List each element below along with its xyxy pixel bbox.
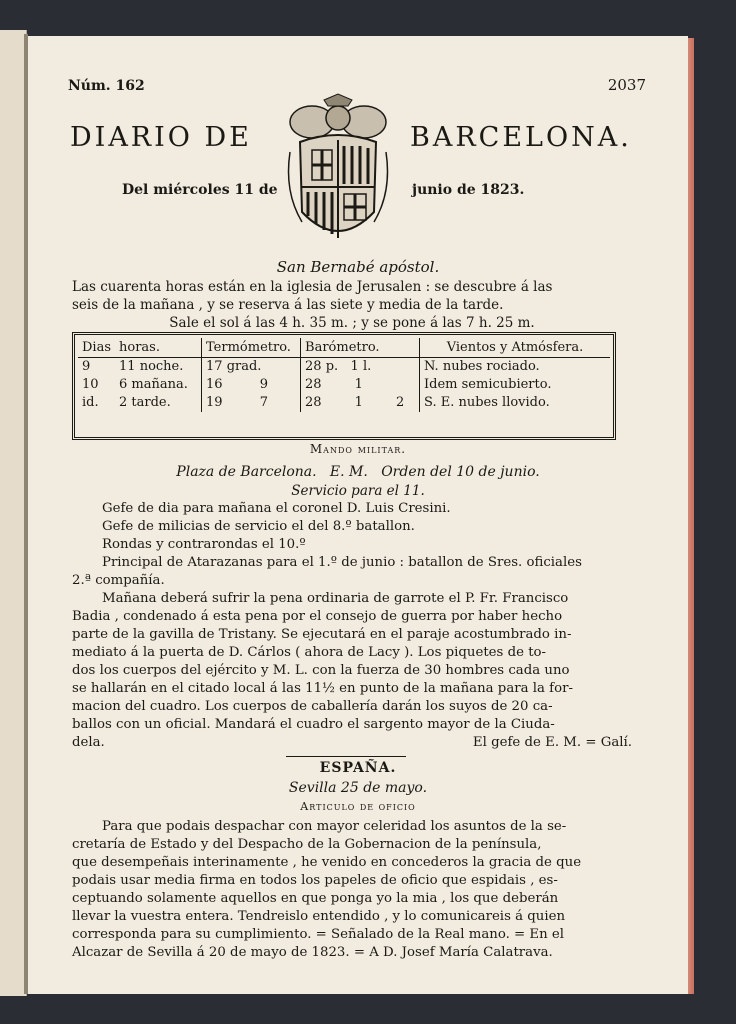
- article-line: podais usar media firma en todos los papeles de oficio que espidais , es-: [72, 873, 558, 888]
- notice-line: seis de la mañana , y se reserva á las siete y media de la tarde.: [72, 297, 504, 313]
- page-number: 2037: [607, 76, 646, 94]
- article-line: Alcazar de Sevilla á 20 de mayo de 1823. = A D. Josef María Calatrava.: [72, 945, 553, 960]
- table-cell: 28 p. 1 l.: [301, 358, 420, 377]
- column-header: Vientos y Atmósfera.: [420, 338, 610, 358]
- article-line: que desempeñais interinamente , he venido en concederos la gracia de que: [72, 855, 582, 870]
- date-left: Del miércoles 11 de: [122, 182, 278, 198]
- signature-line: El gefe de E. M. = Galí.: [472, 735, 632, 750]
- article-line: ceptuando solamente aquellos en que ponga yo la mia , los que deberán: [72, 891, 559, 906]
- section-heading: Mando militar.: [309, 442, 407, 456]
- newspaper-page: [28, 36, 688, 994]
- dateline: Sevilla 25 de mayo.: [288, 780, 428, 796]
- table-cell: id.: [82, 395, 99, 410]
- table-row: [78, 376, 610, 394]
- order-line: Rondas y contrarondas el 10.º: [102, 537, 306, 552]
- order-line: Mañana deberá sufrir la pena ordinaria de garrote el P. Fr. Francisco: [102, 591, 569, 606]
- divider: [286, 756, 406, 757]
- article-line: Para que podais despachar con mayor celeridad los asuntos de la se-: [102, 819, 567, 834]
- table-cell: 11 noche.: [119, 359, 184, 374]
- column-header: Barómetro.: [301, 338, 420, 358]
- table-cell: 2 tarde.: [119, 395, 171, 410]
- table-cell: 16 9: [202, 376, 301, 394]
- weather-table: [72, 332, 616, 440]
- article-heading: Articulo de oficio: [300, 800, 416, 813]
- order-line: Badia , condenado á esta pena por el consejo de guerra por haber hecho: [72, 609, 563, 624]
- date-right: junio de 1823.: [412, 182, 525, 198]
- masthead-right: BARCELONA.: [410, 122, 632, 153]
- issue-number: Núm. 162: [68, 78, 145, 94]
- order-line: 2.ª compañía.: [72, 573, 165, 588]
- table-cell: S. E. nubes llovido.: [420, 394, 610, 412]
- table-cell: 19 7: [202, 394, 301, 412]
- table-header-row: [78, 338, 610, 358]
- order-line: mediato á la puerta de D. Cárlos ( ahora de Lacy ). Los piquetes de to-: [72, 645, 547, 660]
- section-heading: ESPAÑA.: [319, 760, 397, 776]
- previous-page-edge: [0, 30, 27, 996]
- article-line: corresponda para su cumplimiento. = Señalado de la Real mano. = En el: [72, 927, 565, 942]
- order-line: Gefe de milicias de servicio el del 8.º batallon.: [102, 519, 415, 534]
- article-line: cretaría de Estado y del Despacho de la Gobernacion de la península,: [72, 837, 542, 852]
- order-line: macion del cuadro. Los cuerpos de caballería darán los suyos de 20 ca-: [72, 699, 553, 714]
- table-row: [78, 394, 610, 412]
- article-line: llevar la vuestra entera. Tendreislo entendido , y lo comunicareis á quien: [72, 909, 566, 924]
- order-line: se hallarán en el citado local á las 11½ en punto de la mañana para la for-: [72, 681, 573, 696]
- table-cell: 9: [82, 359, 91, 374]
- order-line: ballos con un oficial. Mandará el cuadro el sargento mayor de la Ciuda-: [72, 717, 555, 732]
- order-line: dos los cuerpos del ejército y M. L. con la fuerza de 30 hombres cada uno: [72, 663, 570, 678]
- saint-of-day: San Bernabé apóstol.: [276, 258, 440, 276]
- notice-line: Las cuarenta horas están en la iglesia de Jerusalen : se descubre á las: [72, 279, 553, 295]
- servicio-heading: Servicio para el 11.: [291, 483, 425, 499]
- table-cell: 17 grad.: [202, 358, 301, 377]
- notice-line: Sale el sol á las 4 h. 35 m. ; y se pone á las 7 h. 25 m.: [169, 315, 535, 331]
- order-line: Principal de Atarazanas para el 1.º de junio : batallon de Sres. oficiales: [102, 555, 582, 570]
- table-cell: 28 1: [301, 376, 420, 394]
- order-line: Gefe de dia para mañana el coronel D. Luis Cresini.: [102, 501, 451, 516]
- masthead-left: DIARIO DE: [70, 122, 252, 153]
- table-cell: 6 mañana.: [119, 377, 188, 392]
- column-header: Termómetro.: [202, 338, 301, 358]
- table-cell: 10: [82, 377, 99, 392]
- table-cell: Idem semicubierto.: [420, 376, 610, 394]
- column-header: Dias: [78, 338, 115, 358]
- table-cell: N. nubes rociado.: [420, 358, 610, 377]
- table-row: [78, 358, 610, 377]
- column-header: horas.: [115, 338, 202, 358]
- coat-of-arms-icon: [278, 92, 398, 252]
- order-line: parte de la gavilla de Tristany. Se ejecutará en el paraje acostumbrado in-: [72, 627, 572, 642]
- section-subheading: Plaza de Barcelona. E. M. Orden del 10 de junio.: [176, 464, 540, 480]
- table-cell: 28 1 2: [301, 394, 420, 412]
- order-line: dela.: [72, 735, 105, 750]
